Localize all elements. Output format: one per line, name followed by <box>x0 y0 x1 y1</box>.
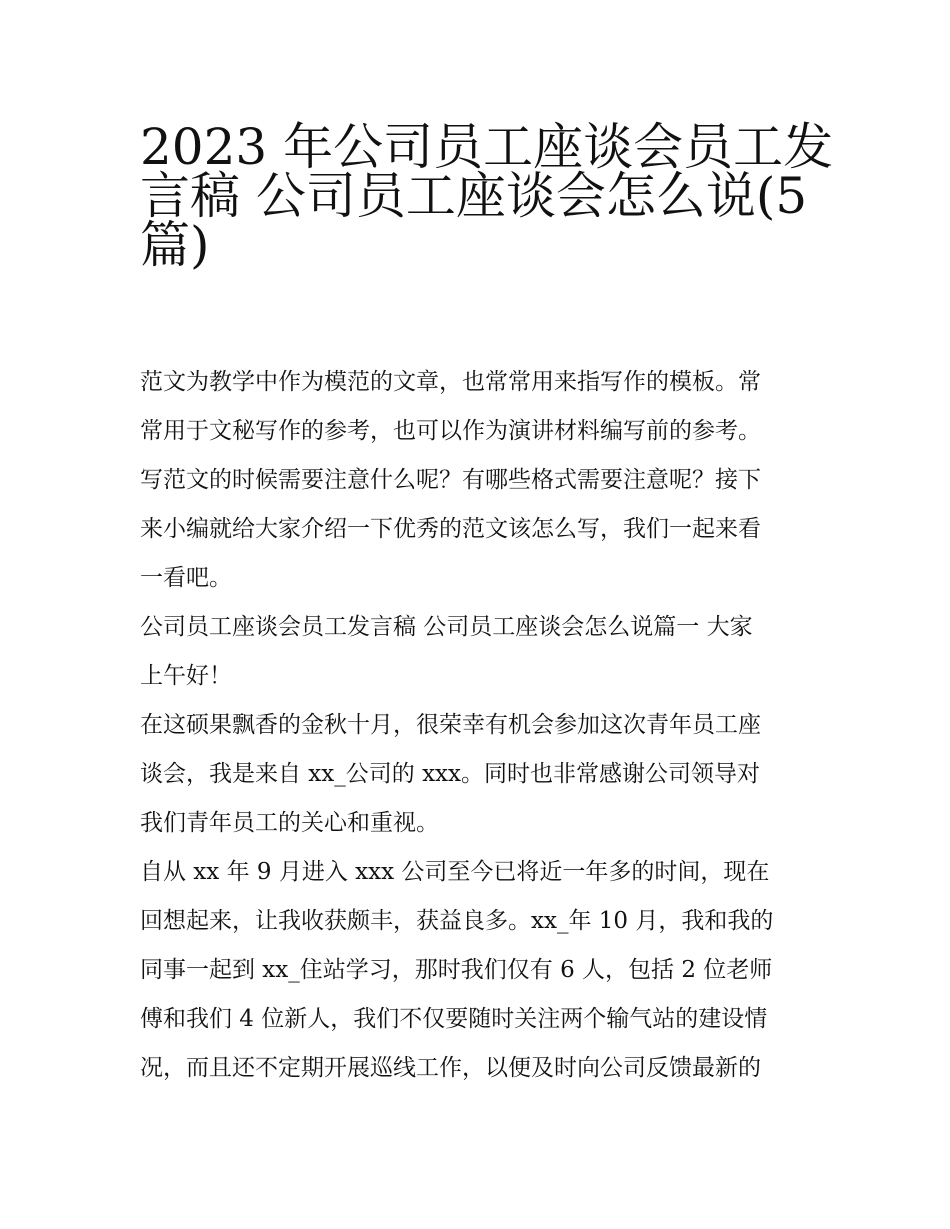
body-line: 在这硕果飘香的金秋十月，很荣幸有机会参加这次青年员工座 <box>140 712 761 738</box>
body-line: 来小编就给大家介绍一下优秀的范文该怎么写，我们一起来看 <box>140 516 761 542</box>
body-line: 写范文的时候需要注意什么呢？有哪些格式需要注意呢？接下 <box>140 467 761 493</box>
document-title <box>140 112 834 274</box>
title-line-1: 2023 年公司员工座谈会员工发 <box>140 118 834 176</box>
body-line: 公司员工座谈会员工发言稿 公司员工座谈会怎么说篇一 大家 <box>140 614 753 640</box>
body-line: 常用于文秘写作的参考，也可以作为演讲材料编写前的参考。 <box>140 418 761 444</box>
title-line-3: 篇) <box>140 216 210 274</box>
body-line: 一看吧。 <box>140 565 232 591</box>
body-line: 谈会，我是来自 xx_公司的 xxx。同时也非常感谢公司领导对 <box>140 761 760 787</box>
title-line-2: 言稿 公司员工座谈会怎么说(5 <box>140 167 808 225</box>
document-body <box>140 358 820 1093</box>
body-line: 自从 xx 年 9 月进入 xxx 公司至今已将近一年多的时间，现在 <box>140 859 770 885</box>
body-line: 同事一起到 xx_住站学习，那时我们仅有 6 人，包括 2 位老师 <box>140 957 773 983</box>
body-line: 范文为教学中作为模范的文章，也常常用来指写作的模板。常 <box>140 369 761 395</box>
body-line: 我们青年员工的关心和重视。 <box>140 810 439 836</box>
body-line: 傅和我们 4 位新人，我们不仅要随时关注两个输气站的建设情 <box>140 1006 768 1032</box>
body-line: 况，而且还不定期开展巡线工作，以便及时向公司反馈最新的 <box>140 1055 761 1081</box>
body-line: 上午好！ <box>140 663 232 689</box>
body-line: 回想起来，让我收获颇丰，获益良多。xx_年 10 月，我和我的 <box>140 908 774 934</box>
